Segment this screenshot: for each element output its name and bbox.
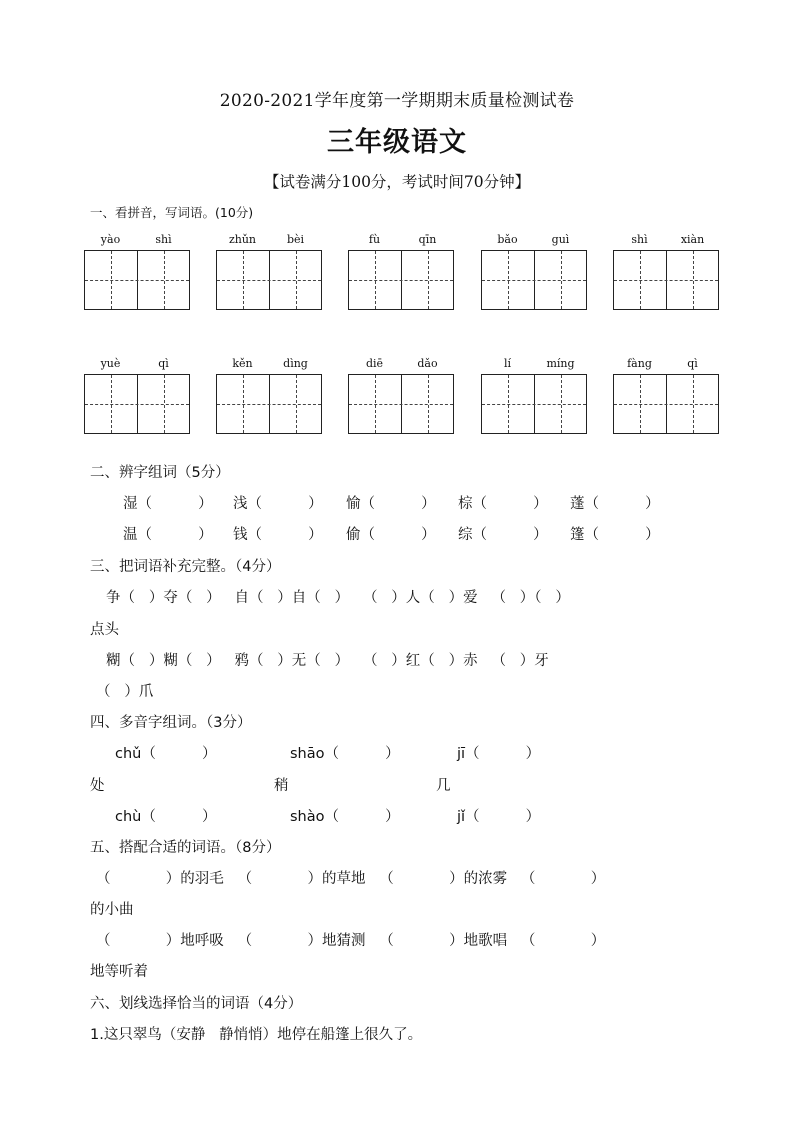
character-writing-box[interactable] xyxy=(481,250,587,310)
compare-char-item: 棕（ ） xyxy=(458,496,548,512)
section-1-title: 一、看拼音，写词语。(10分) xyxy=(90,205,254,220)
compare-char-item: 综（ ） xyxy=(458,527,548,543)
idiom-fill-line: 糊（ ）糊（ ） 鸦（ ）无（ ） （ ）红（ ）赤 （ ）牙 xyxy=(106,653,549,669)
choice-sentence: 1.这只翠鸟（安静 静悄悄）地停在船篷上很久了。 xyxy=(90,1027,423,1043)
compare-char-item: 蓬（ ） xyxy=(570,496,660,512)
grid-guide-horizontal xyxy=(85,404,189,405)
polyphone-item: jǐ（ ） xyxy=(457,809,541,825)
pinyin-label: dǎo xyxy=(417,357,438,370)
grid-guide-horizontal xyxy=(614,404,718,405)
exam-year-title: 2020-2021学年度第一学期期末质量检测试卷 xyxy=(219,91,575,111)
compare-char-item: 浅（ ） xyxy=(233,496,323,512)
pinyin-label: bǎo xyxy=(497,233,518,246)
character-writing-box[interactable] xyxy=(348,374,454,434)
idiom-fill-line: 点头 xyxy=(90,622,119,638)
polyphone-item: chǔ（ ） xyxy=(115,746,217,762)
section-5-title: 五、搭配合适的词语。（8分） xyxy=(90,840,281,856)
pinyin-label: lí xyxy=(503,357,512,370)
exam-subject-title: 三年级语文 xyxy=(327,127,467,158)
idiom-fill-line: （ ）爪 xyxy=(96,684,154,700)
grid-guide-horizontal xyxy=(85,280,189,281)
polyphone-char: 几 xyxy=(436,778,451,794)
pinyin-label: bèi xyxy=(286,233,305,246)
polyphone-item: jī（ ） xyxy=(457,746,541,762)
compare-char-item: 偷（ ） xyxy=(346,527,436,543)
pinyin-label: xiàn xyxy=(680,233,705,246)
section-6-title: 六、划线选择恰当的词语（4分） xyxy=(90,996,303,1012)
pinyin-label: zhǔn xyxy=(228,233,257,246)
grid-guide-horizontal xyxy=(217,280,321,281)
pinyin-label: míng xyxy=(546,357,575,370)
pinyin-label: shì xyxy=(155,233,172,246)
pinyin-label: yuè xyxy=(100,357,121,370)
polyphone-item: chù（ ） xyxy=(115,809,217,825)
character-writing-box[interactable] xyxy=(84,250,190,310)
collocation-line: 地等听着 xyxy=(90,964,148,980)
character-writing-box[interactable] xyxy=(216,250,322,310)
grid-guide-horizontal xyxy=(482,280,586,281)
polyphone-item: shào（ ） xyxy=(290,809,400,825)
pinyin-label: guì xyxy=(551,233,570,246)
pinyin-label: qì xyxy=(687,357,698,370)
collocation-line: （ ）的羽毛 （ ）的草地 （ ）的浓雾 （ ） xyxy=(96,871,606,887)
exam-info: 【试卷满分100分，考试时间70分钟】 xyxy=(263,173,531,191)
polyphone-char: 稍 xyxy=(274,778,289,794)
pinyin-label: qīn xyxy=(418,233,437,246)
pinyin-label: yào xyxy=(100,233,121,246)
section-3-title: 三、把词语补充完整。（4分） xyxy=(90,559,281,575)
character-writing-box[interactable] xyxy=(216,374,322,434)
grid-guide-horizontal xyxy=(614,280,718,281)
pinyin-label: kěn xyxy=(232,357,253,370)
section-2-title: 二、辨字组词（5分） xyxy=(90,465,230,481)
character-writing-box[interactable] xyxy=(613,374,719,434)
polyphone-item: shāo（ ） xyxy=(290,746,400,762)
character-writing-box[interactable] xyxy=(613,250,719,310)
compare-char-item: 篷（ ） xyxy=(570,527,660,543)
collocation-line: （ ）地呼吸 （ ）地猜测 （ ）地歌唱 （ ） xyxy=(96,933,606,949)
grid-guide-horizontal xyxy=(482,404,586,405)
grid-guide-horizontal xyxy=(349,404,453,405)
pinyin-label: fù xyxy=(368,233,381,246)
compare-char-item: 湿（ ） xyxy=(123,496,213,512)
pinyin-label: shì xyxy=(631,233,648,246)
idiom-fill-line: 争（ ）夺（ ） 自（ ）自（ ） （ ）人（ ）爱 （ ）（ ） xyxy=(106,590,570,606)
polyphone-char: 处 xyxy=(90,778,105,794)
section-4-title: 四、多音字组词。（3分） xyxy=(90,715,252,731)
pinyin-label: diē xyxy=(365,357,384,370)
collocation-line: 的小曲 xyxy=(90,902,134,918)
character-writing-box[interactable] xyxy=(348,250,454,310)
grid-guide-horizontal xyxy=(349,280,453,281)
character-writing-box[interactable] xyxy=(84,374,190,434)
pinyin-label: fàng xyxy=(627,357,652,370)
grid-guide-horizontal xyxy=(217,404,321,405)
pinyin-label: dìng xyxy=(283,357,308,370)
pinyin-label: qì xyxy=(158,357,169,370)
character-writing-box[interactable] xyxy=(481,374,587,434)
compare-char-item: 温（ ） xyxy=(123,527,213,543)
compare-char-item: 愉（ ） xyxy=(346,496,436,512)
compare-char-item: 钱（ ） xyxy=(233,527,323,543)
